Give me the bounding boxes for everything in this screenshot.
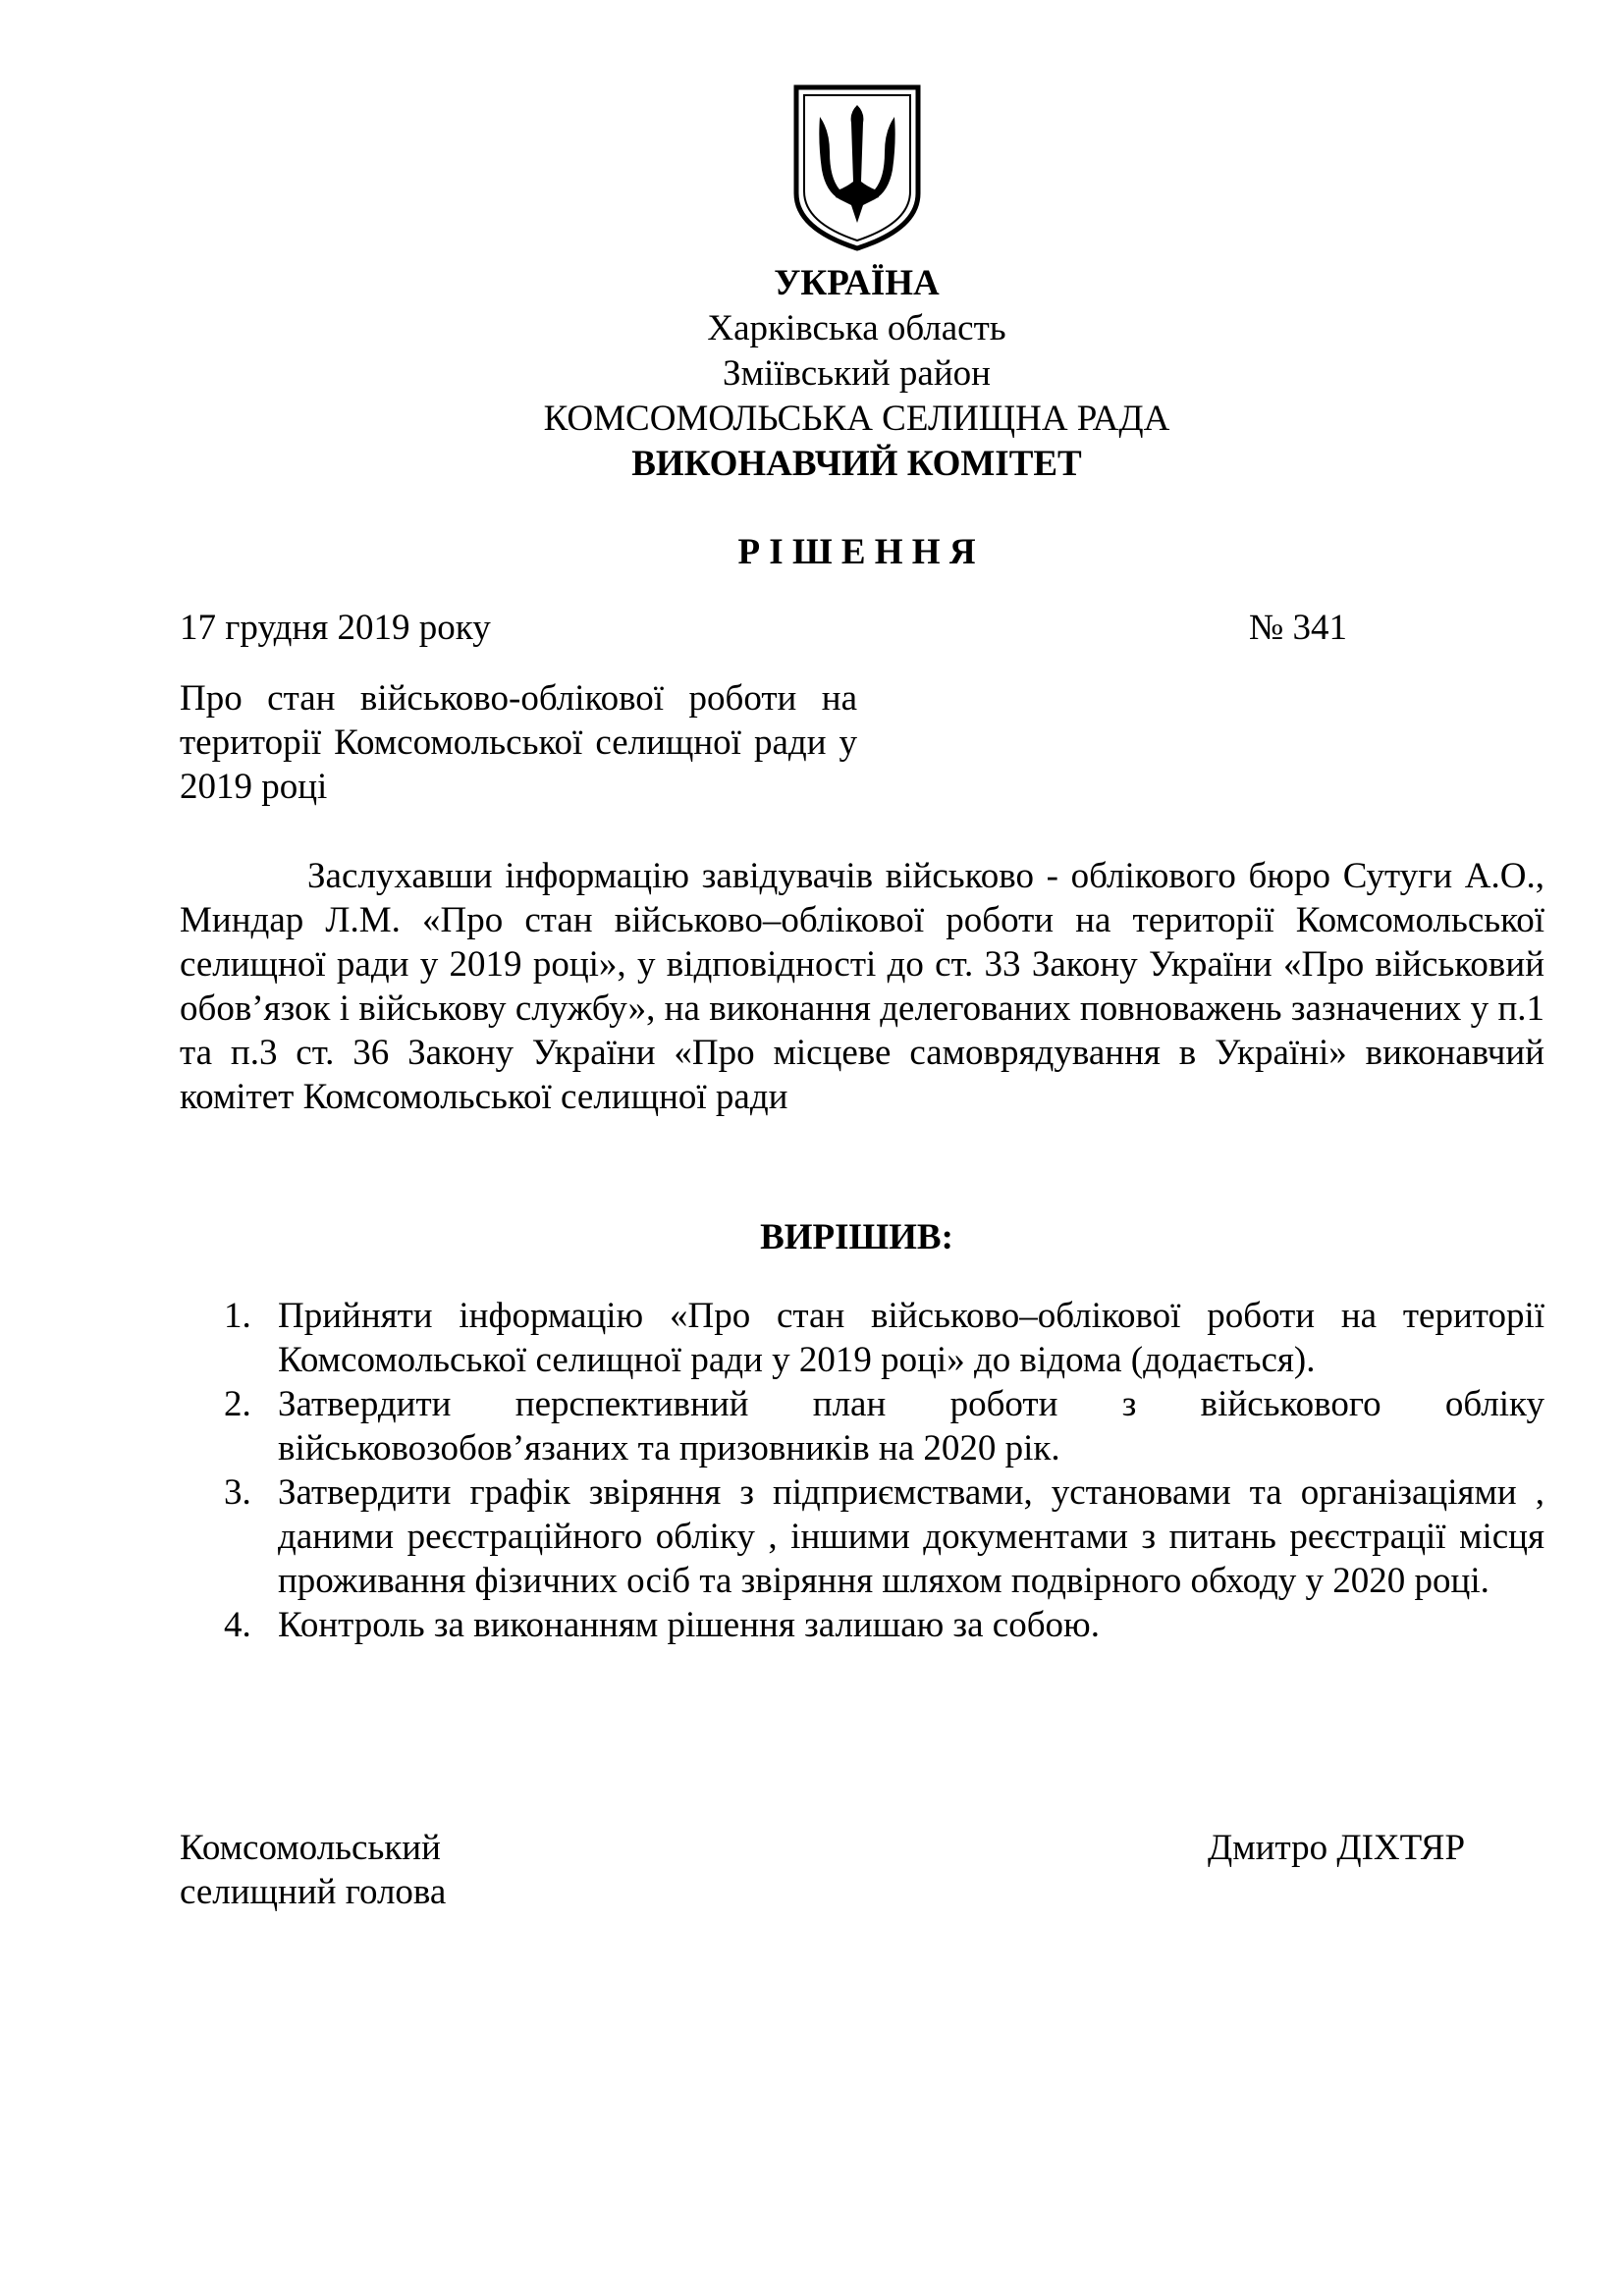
signatory-name: Дмитро ДІХТЯР <box>1208 1828 1466 1868</box>
trident-coat-of-arms-icon <box>790 83 924 252</box>
decided-heading: ВИРІШИВ: <box>760 1217 953 1257</box>
region-line: Харківська область <box>707 308 1006 348</box>
list-item <box>180 1294 1544 1382</box>
preamble-paragraph <box>180 854 1544 1119</box>
list-item <box>180 1382 1544 1470</box>
signatory-position-line1: Комсомольський <box>180 1828 441 1868</box>
item-text: Прийняти інформацію «Про стан військово–облікової роботи на території Комсомольської селищної ради у 2019 році» до відома (додається). <box>278 1296 1544 1380</box>
item-number: 4. <box>224 1605 251 1645</box>
item-number: 2. <box>224 1384 251 1424</box>
item-number: 1. <box>224 1296 251 1336</box>
decision-items-list <box>180 1294 1544 1647</box>
signatory-position <box>180 1826 446 1914</box>
document-type-heading: Р І Ш Е Н Н Я <box>737 532 976 572</box>
country-heading: УКРАЇНА <box>774 263 940 303</box>
committee-line: ВИКОНАВЧИЙ КОМІТЕТ <box>631 444 1082 484</box>
decision-subject: Про стан військово-облікової роботи на території Комсомольської селищної ради у 2019 році <box>180 678 857 807</box>
preamble-text: Заслухавши інформацію завідувачів військово - облікового бюро Сутуги А.О., Миндар Л.М. «Про стан військово–облікової роботи на території Комсомольської селищної ради у 2019 році», у відповідності до ст. 33 Закону України «Про військовий обов’язок і військову службу», на виконання делегованих повноважень зазначених у п.1 та п.3 ст. 36 Закону України «Про місцеве самоврядування в Україні» виконавчий комітет Комсомольської селищної ради <box>180 856 1544 1117</box>
list-item <box>180 1470 1544 1603</box>
item-text: Затвердити перспективний план роботи з військового обліку військовозобов’язаних та призовників на 2020 рік. <box>278 1384 1544 1468</box>
decision-date: 17 грудня 2019 року <box>180 608 491 648</box>
district-line: Зміївський район <box>723 353 991 394</box>
decision-number: № 341 <box>1249 608 1348 648</box>
list-item <box>180 1603 1544 1647</box>
item-text: Затвердити графік звіряння з підприємствами, установами та організаціями , даними реєстраційного обліку , іншими документами з питань реєстрації місця проживання фізичних осіб та звіряння шляхом подвірного обходу у 2020 році. <box>278 1472 1544 1601</box>
item-number: 3. <box>224 1472 251 1513</box>
item-text: Контроль за виконанням рішення залишаю за собою. <box>278 1605 1100 1645</box>
council-line: КОМСОМОЛЬСЬКА СЕЛИЩНА РАДА <box>543 399 1170 439</box>
signatory-position-line2: селищний голова <box>180 1872 447 1912</box>
